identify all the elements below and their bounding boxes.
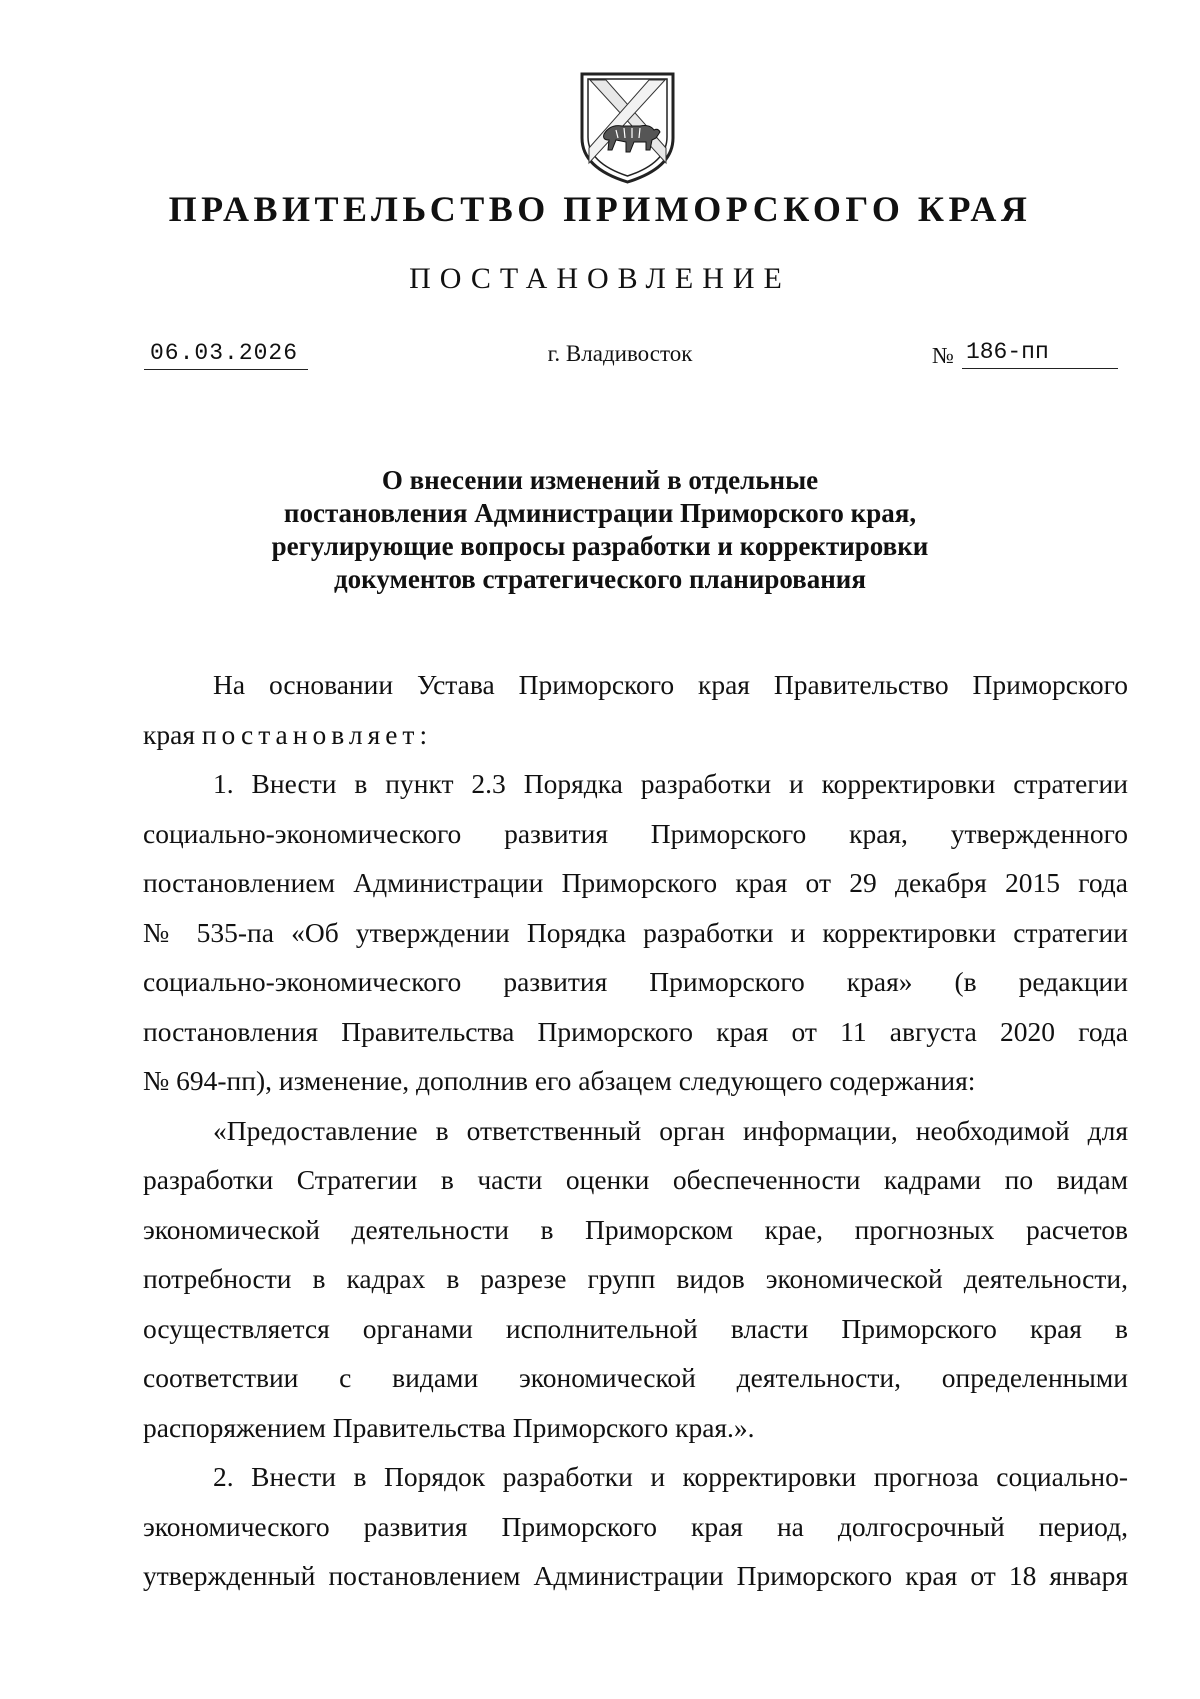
paragraph-2-line: утвержденный постановлением Администрации Приморского края от 18 января [143,1560,1128,1591]
document-number [932,338,1118,369]
paragraph-1-line: социально-экономического развития Приморского края» (в редакции [143,966,1128,997]
quote-line: распоряжением Правительства Приморского края.». [143,1411,755,1443]
resolves-word: постановляет: [201,718,433,750]
paragraph-1-line: № 694-пп), изменение, дополнив его абзацем следующего содержания: [143,1065,976,1096]
quote-line: разработки Стратегии в части оценки обеспеченности кадрами по видам [143,1164,1128,1195]
preamble-word: края [143,718,195,750]
subject-line: постановления Администрации Приморского края, [283,498,917,528]
paragraph-1-line: № 535-па «Об утверждении Порядка разработки и корректировки стратегии [143,916,1128,948]
subject-line: О внесении изменений в отдельные [381,465,819,495]
preamble-line [143,710,1128,760]
subject-line: документов стратегического планирования [334,564,866,594]
document-date: 06.03.2026 [144,340,308,370]
document-type: ПОСТАНОВЛЕНИЕ [409,262,791,295]
subject-line: регулирующие вопросы разработки и корректировки [271,531,929,561]
document-body [143,660,1128,1601]
preamble-line: На основании Устава Приморского края Правительство Приморского [213,669,1128,700]
quote-line: «Предоставление в ответственный орган информации, необходимой для [213,1114,1128,1146]
number-sign: № [932,343,954,368]
paragraph-1-line: постановлением Администрации Приморского края от 29 декабря 2015 года [143,867,1128,898]
coat-of-arms-icon [576,68,679,186]
government-title: ПРАВИТЕЛЬСТВО ПРИМОРСКОГО КРАЯ [168,189,1032,229]
quote-line: экономической деятельности в Приморском крае, прогнозных расчетов [143,1213,1128,1245]
number-value: 186-пп [962,339,1118,369]
paragraph-2-line: 2. Внести в Порядок разработки и корректировки прогноза социально- [213,1461,1128,1492]
document-city: г. Владивосток [547,341,693,366]
paragraph-1-line: 1. Внести в пункт 2.3 Порядка разработки и корректировки стратегии [213,768,1128,799]
quote-line: осуществляется органами исполнительной власти Приморского края в [143,1312,1128,1344]
paragraph-1-line: социально-экономического развития Приморского края, утвержденного [143,817,1128,849]
paragraph-1-line: постановления Правительства Приморского края от 11 августа 2020 года [143,1015,1128,1047]
document-subject [150,464,1050,596]
paragraph-2-line: экономического развития Приморского края на долгосрочный период, [143,1510,1128,1542]
quote-line: соответствии с видами экономической деятельности, определенными [143,1362,1128,1393]
quote-line: потребности в кадрах в разрезе групп видов экономической деятельности, [143,1263,1128,1294]
